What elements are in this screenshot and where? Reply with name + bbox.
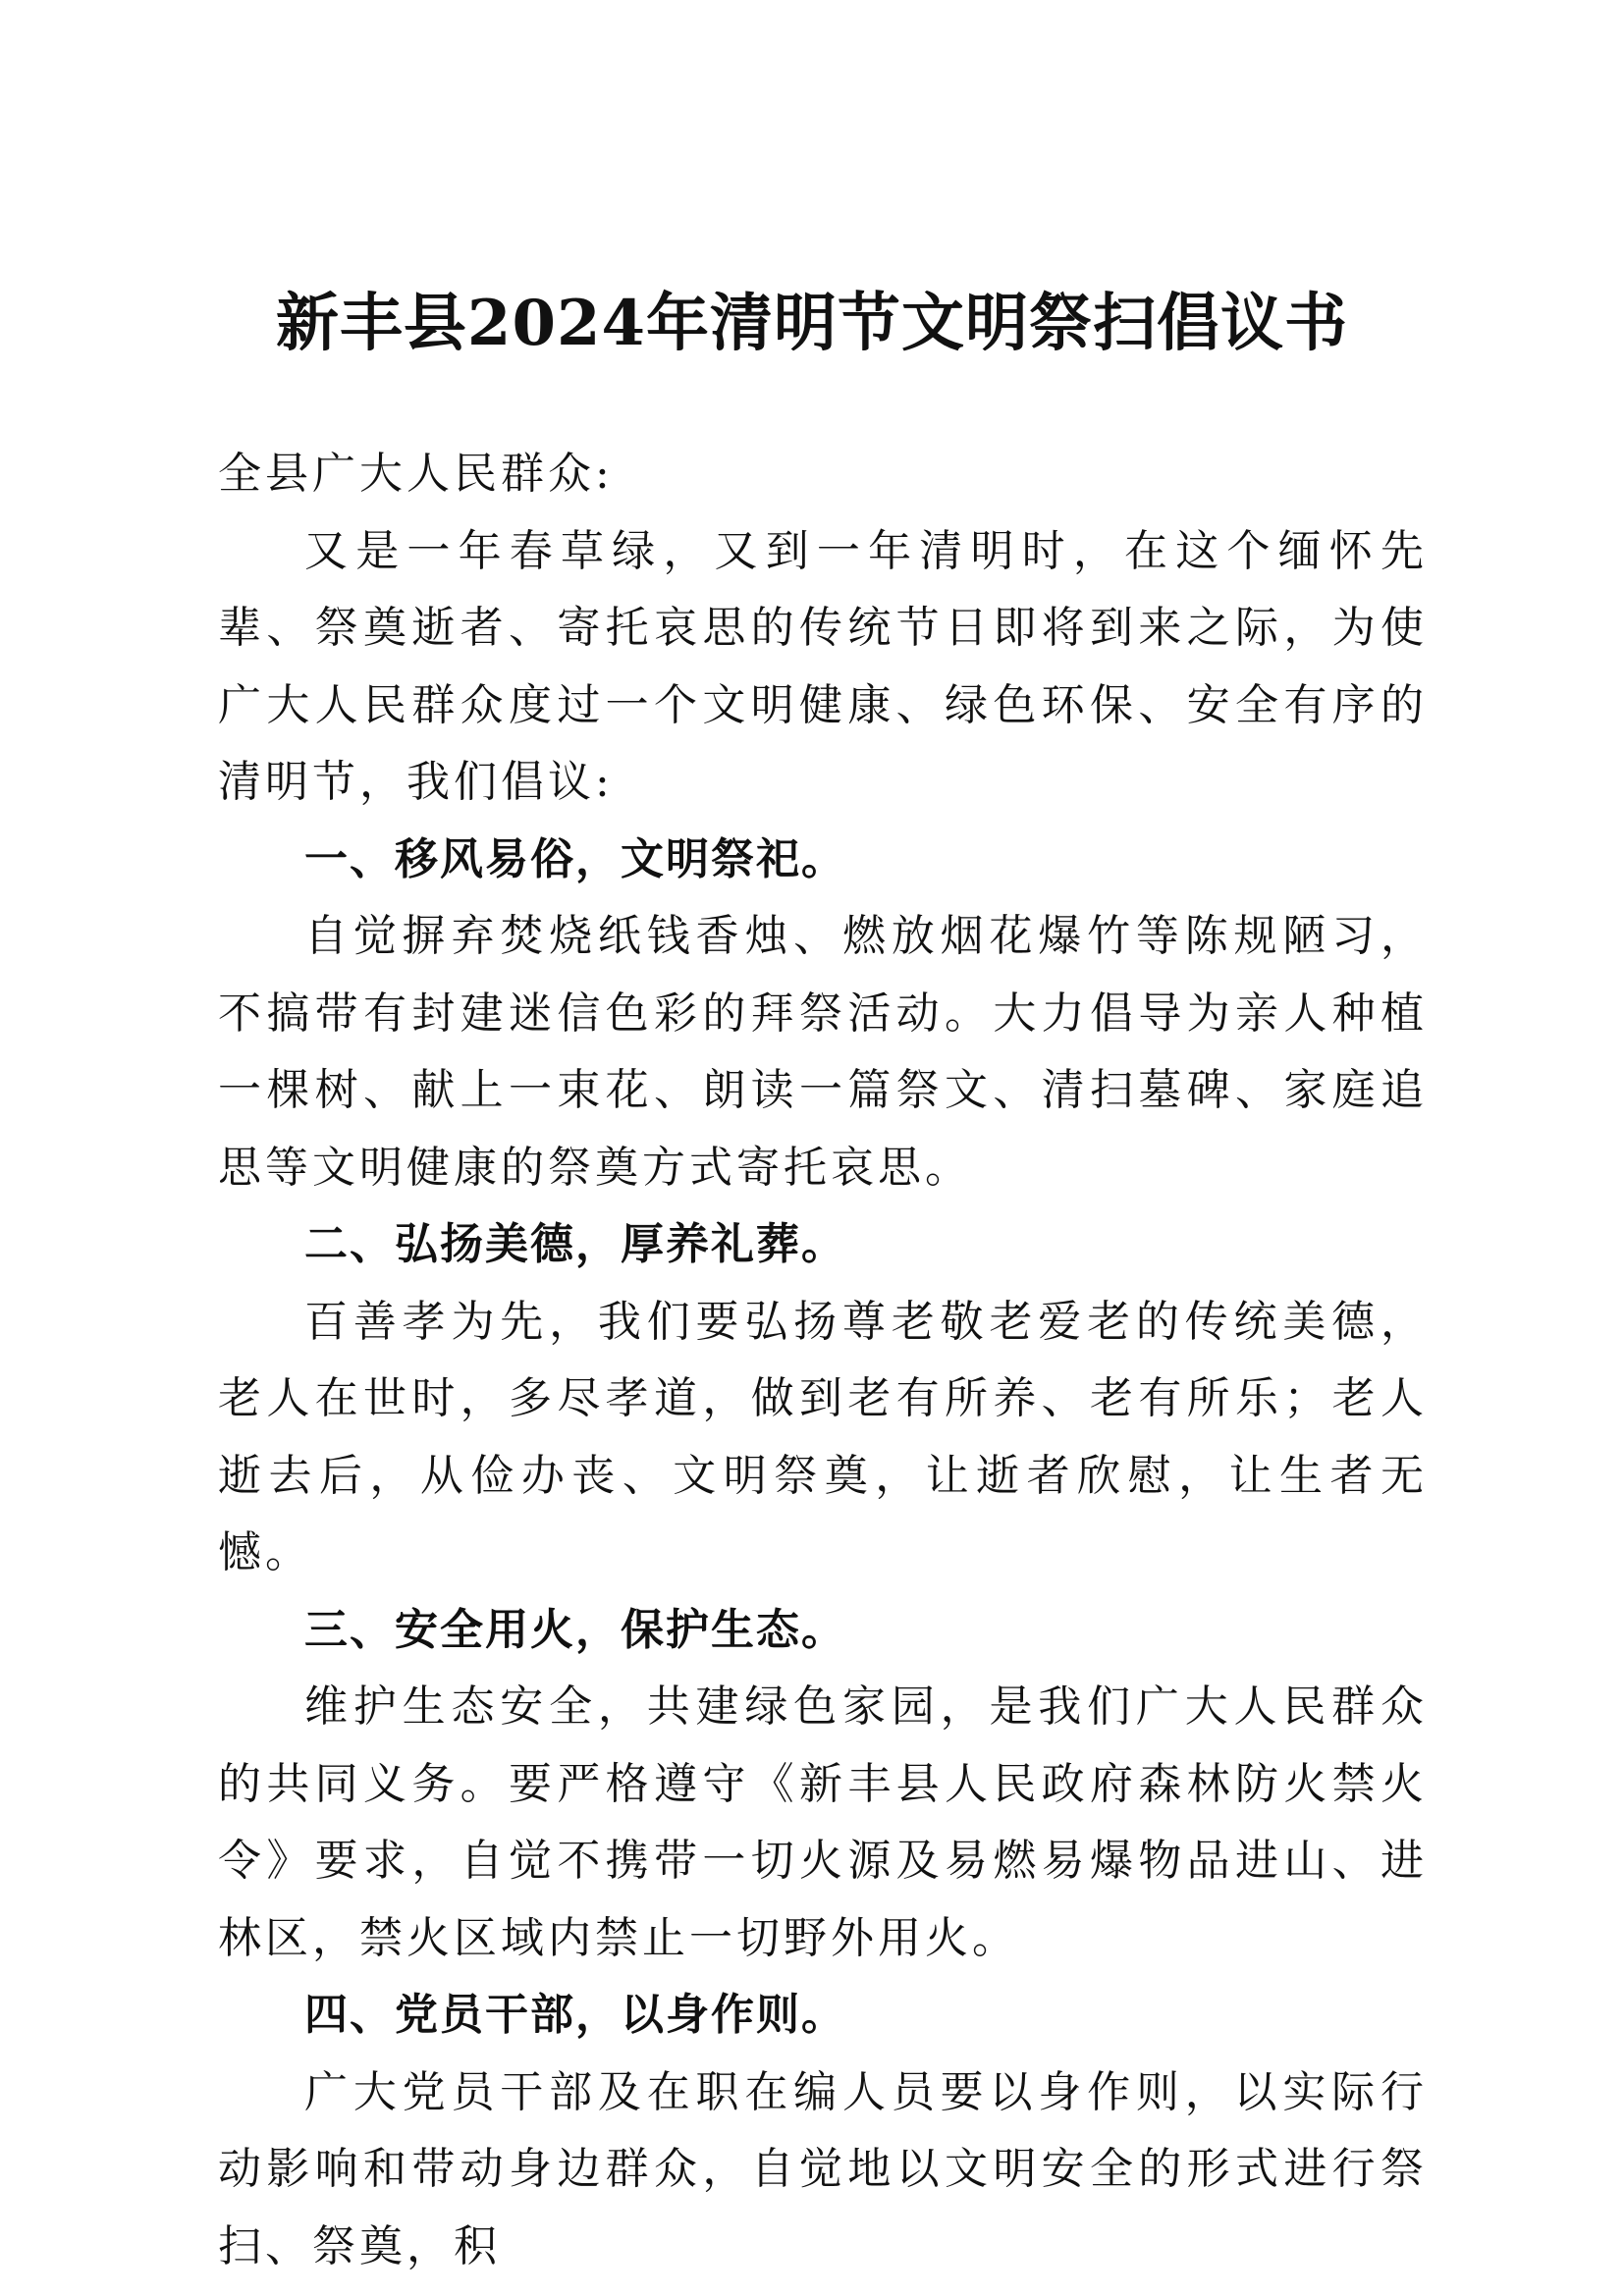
section-heading-2: 二、弘扬美德，厚养礼葬。: [304, 1219, 846, 1269]
section-body-4: 广大党员干部及在职在编人员要以身作则，以实际行动影响和带动身边群众，自觉地以文明安全的形式进行祭扫、祭奠，积: [218, 2066, 1428, 2271]
section-body-1: 自觉摒弃焚烧纸钱香烛、燃放烟花爆竹等陈规陋习，不搞带有封建迷信色彩的拜祭活动。大力倡导为亲人种植一棵树、献上一束花、朗读一篇祭文、清扫墓碑、家庭追思等文明健康的祭奠方式寄托哀思。: [218, 911, 1428, 1193]
section-body-2: 百善孝为先，我们要弘扬尊老敬老爱老的传统美德，老人在世时，多尽孝道，做到老有所养、老有所乐；老人逝去后，从俭办丧、文明祭奠，让逝者欣慰，让生者无憾。: [218, 1296, 1428, 1577]
section-heading-1: 一、移风易俗，文明祭祀。: [304, 833, 846, 884]
document-body: [218, 436, 1428, 2285]
document-title: 新丰县2024年清明节文明祭扫倡议书: [275, 287, 1349, 360]
section-heading-4: 四、党员干部，以身作则。: [304, 1990, 846, 2040]
salutation: 全县广大人民群众:: [218, 449, 614, 499]
section-body-3: 维护生态安全，共建绿色家园，是我们广大人民群众的共同义务。要严格遵守《新丰县人民政府森林防火禁火令》要求，自觉不携带一切火源及易燃易爆物品进山、进林区，禁火区域内禁止一切野外用火。: [218, 1682, 1428, 1963]
intro-paragraph: 又是一年春草绿，又到一年清明时，在这个缅怀先辈、祭奠逝者、寄托哀思的传统节日即将到来之际，为使广大人民群众度过一个文明健康、绿色环保、安全有序的清明节，我们倡议:: [218, 525, 1428, 807]
section-heading-3: 三、安全用火，保护生态。: [304, 1604, 846, 1655]
